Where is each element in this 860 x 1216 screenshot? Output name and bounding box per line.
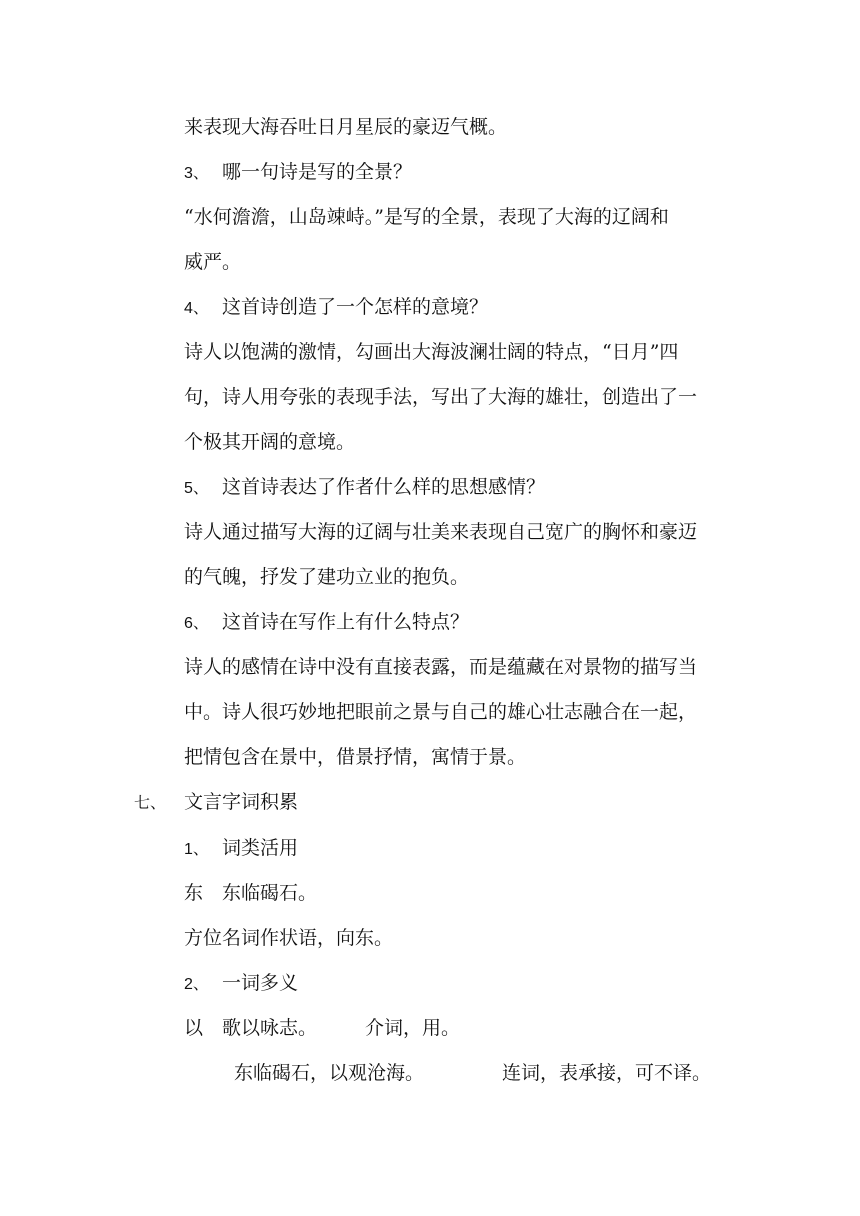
example-sentence: 东临碣石，以观沧海。 (234, 1062, 425, 1084)
paragraph-line: 威严。 (184, 251, 242, 273)
example-term: 以 (184, 1017, 204, 1039)
section-title: 文言字词积累 (184, 791, 299, 813)
paragraph-line: “水何澹澹，山岛竦峙。”是写的全景，表现了大海的辽阔和 (184, 206, 669, 228)
question-number: 5、 (184, 480, 209, 497)
question-number: 6、 (184, 615, 209, 632)
example-meaning: 介词，用。 (365, 1017, 461, 1039)
example-yi-1 (184, 1016, 460, 1040)
example-dong (184, 881, 317, 905)
paragraph-line: 诗人的感情在诗中没有直接表露，而是蕴藏在对景物的描写当 (184, 656, 698, 678)
example-sentence: 东临碣石。 (222, 882, 318, 904)
question-4 (184, 295, 488, 321)
example-sentence: 歌以咏志。 (222, 1017, 318, 1039)
paragraph-line: 的气魄，抒发了建功立业的抱负。 (184, 566, 470, 588)
question-5 (184, 475, 545, 501)
paragraph-line: 来表现大海吞吐日月星辰的豪迈气概。 (184, 116, 508, 138)
subsection-heading (184, 836, 298, 862)
subsection-number: 1、 (184, 841, 209, 858)
subsection-title: 一词多义 (222, 972, 299, 994)
question-6 (184, 610, 469, 636)
paragraph-line: 诗人通过描写大海的辽阔与壮美来表现自己宽广的胸怀和豪迈 (184, 521, 698, 543)
example-yi-2 (234, 1061, 711, 1085)
paragraph-line: 把情包含在景中，借景抒情，寓情于景。 (184, 746, 527, 768)
section-heading (134, 790, 298, 816)
subsection-number: 2、 (184, 976, 209, 993)
question-text: 这首诗表达了作者什么样的思想感情？ (222, 476, 546, 498)
paragraph-line: 中。诗人很巧妙地把眼前之景与自己的雄心壮志融合在一起， (184, 701, 698, 723)
paragraph-line: 句，诗人用夸张的表现手法，写出了大海的雄壮，创造出了一 (184, 386, 698, 408)
question-text: 哪一句诗是写的全景？ (222, 161, 413, 183)
question-text: 这首诗创造了一个怎样的意境？ (222, 296, 489, 318)
example-meaning: 连词，表承接，可不译。 (502, 1062, 712, 1084)
subsection-heading (184, 971, 298, 997)
paragraph-line: 诗人以饱满的激情，勾画出大海波澜壮阔的特点，“日月”四 (184, 341, 679, 363)
paragraph-line: 方位名词作状语，向东。 (184, 927, 394, 949)
example-term: 东 (184, 882, 204, 904)
subsection-title: 词类活用 (222, 837, 299, 859)
question-3 (184, 160, 412, 186)
question-number: 4、 (184, 300, 209, 317)
question-number: 3、 (184, 165, 209, 182)
question-text: 这首诗在写作上有什么特点？ (222, 611, 470, 633)
section-number: 七、 (134, 795, 167, 812)
paragraph-line: 个极其开阔的意境。 (184, 431, 356, 453)
